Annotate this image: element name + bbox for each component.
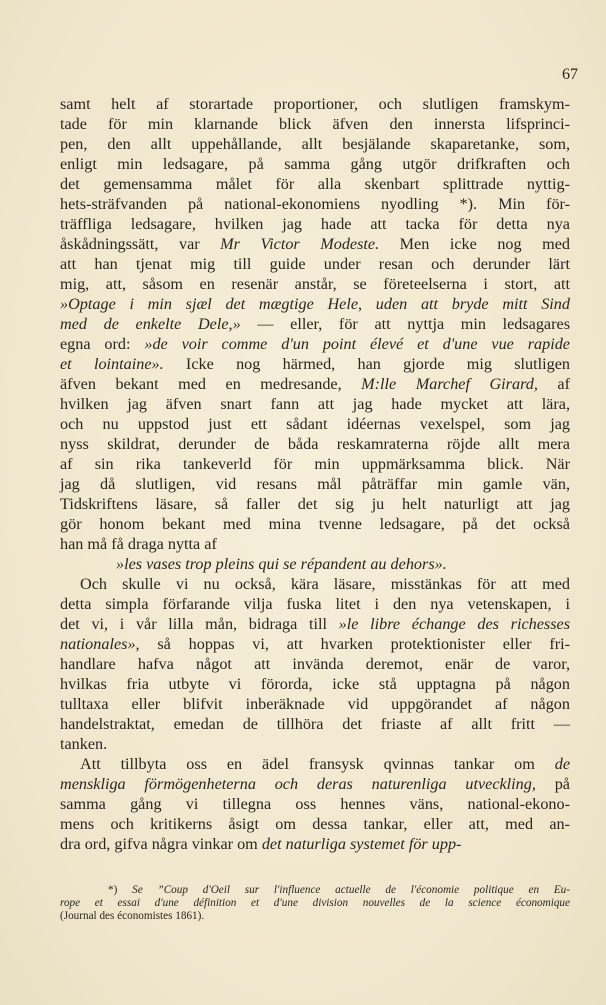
text-segment: egna ord: [60, 335, 145, 353]
text-segment: (Journal des économistes 1861). [60, 910, 205, 922]
text-segment: gör honom bekant med mina tvenne ledsagare, på det också [60, 515, 570, 533]
italic-text: det naturliga systemet för upp- [261, 835, 462, 853]
text-segment: mig, att, såsom en resenär anstår, se företeelserna i stort, att [60, 275, 570, 293]
text-line [60, 234, 570, 254]
text-line [60, 814, 570, 834]
text-line [60, 614, 570, 634]
text-segment: handlare hafva något att invända deremot, enär de varor, [60, 655, 570, 673]
block-quote [60, 554, 570, 574]
text-segment: hets-sträfvanden på national-ekonomiens nyodling *). Min för- [60, 195, 570, 213]
text-line [60, 274, 570, 294]
italic-text: rope et essai d'une définition et d'une division nouvelles de la science économique [60, 897, 570, 909]
text-segment: så hoppas vi, att hvarken protektionister eller fri- [139, 635, 570, 653]
text-segment: det gemensamma målet för alla skenbart splittrade nyttig- [60, 175, 570, 193]
text-segment: samma gång vi tillegna oss hennes väns, national-ekono- [60, 795, 570, 813]
text-line [60, 314, 570, 334]
text-line [60, 394, 570, 414]
footnote [60, 884, 570, 923]
text-segment: Men icke nog med [379, 235, 570, 253]
italic-text: med de enkelte Dele,» [60, 315, 241, 333]
text-line [60, 774, 570, 794]
body-text [60, 94, 570, 854]
text-line [60, 194, 570, 214]
text-line [60, 674, 570, 694]
text-line [60, 114, 570, 134]
text-segment: af sin rika tankeverld för min uppmärksamma blick. När [60, 455, 570, 473]
text-segment: tade för min klarnande blick äfven den innersta lifsprinci- [60, 115, 570, 133]
italic-text: Mr Victor Modeste. [220, 235, 380, 253]
text-line [60, 594, 570, 614]
text-segment: mens och kritikerns åsigt om dessa tankar, eller att, med an- [60, 815, 570, 833]
text-line [60, 254, 570, 274]
paragraph [60, 754, 570, 854]
text-line [60, 414, 570, 434]
text-segment: Och skulle vi nu också, kära läsare, misstänkas för att med [80, 575, 570, 593]
text-line [60, 454, 570, 474]
text-line [60, 174, 570, 194]
text-segment: samt helt af storartade proportioner, och slutligen framskym- [60, 95, 570, 113]
text-segment: åskådningssätt, var [60, 235, 221, 253]
paragraph [60, 94, 570, 554]
italic-text: et lointaine». [60, 355, 164, 373]
text-line [60, 634, 570, 654]
text-segment: att han tjenat mig till guide under resan och derunder lärt [60, 255, 570, 273]
text-line [60, 794, 570, 814]
text-segment: Tidskriftens läsare, så faller det sig ju helt naturligt att jag [60, 495, 570, 513]
text-line [60, 94, 570, 114]
text-line [60, 714, 570, 734]
italic-text: M:lle Marchef Girard, [361, 375, 538, 393]
text-segment: hvilkas fria utbyte vi förorda, icke stå upptagna på någon [60, 675, 570, 693]
text-segment: pen, den allt uppehållande, allt besjälande skaparetanke, som, [60, 135, 570, 153]
text-line [60, 494, 570, 514]
page-number: 67 [562, 66, 578, 83]
text-segment: Icke nog härmed, han gjorde mig slutligen [163, 355, 570, 373]
text-segment: tanken. [60, 735, 108, 753]
italic-text: »les vases trop pleins qui se répandent au dehors». [116, 555, 447, 573]
text-segment: dra ord, gifva några vinkar om [60, 835, 262, 853]
text-line [60, 334, 570, 354]
text-line [60, 754, 570, 774]
text-line [60, 294, 570, 314]
text-segment: jag då slutligen, vid resans mål påträffar min gamle vän, [60, 475, 570, 493]
text-line [60, 154, 570, 174]
text-segment: träffliga ledsagare, hvilken jag hade att tacka för detta nya [60, 215, 570, 233]
text-segment: äfven bekant med en medresande, [60, 375, 362, 393]
text-line [60, 694, 570, 714]
text-segment: han må få draga nytta af [60, 535, 217, 553]
text-line [60, 654, 570, 674]
text-segment: tulltaxa eller blifvit inberäknade vid uppgörandet af någon [60, 695, 570, 713]
italic-text: Se ”Coup d'Oeil sur l'influence actuelle de l'économie politique en Eu- [132, 884, 570, 896]
text-line [60, 134, 570, 154]
text-segment: *) [108, 884, 133, 896]
text-line [60, 574, 570, 594]
text-segment: af [537, 375, 571, 393]
text-line [60, 434, 570, 454]
text-line [60, 214, 570, 234]
text-line [60, 534, 570, 554]
text-segment: Att tillbyta oss en ädel fransysk qvinnas tankar om [80, 755, 555, 773]
paragraph [60, 574, 570, 754]
italic-text: nationales», [60, 635, 140, 653]
italic-text: menskliga förmögenheterna och deras naturenliga utveckling, [60, 775, 536, 793]
text-line [60, 554, 570, 574]
italic-text: »le libre échange des richesses [338, 615, 570, 633]
text-segment: detta simpla förfarande vilja fuska litet i den nya vetenskapen, i [60, 595, 570, 613]
footnote-line [60, 884, 570, 897]
text-segment: på [535, 775, 570, 793]
text-line [60, 514, 570, 534]
italic-text: »de voir comme d'un point élevé et d'une vue rapide [144, 335, 570, 353]
text-segment: enligt min ledsagare, på samma gång utgör drifkraften och [60, 155, 570, 173]
text-line [60, 374, 570, 394]
text-segment: och nu uppstod just ett sådant idéernas vexelspel, som jag [60, 415, 570, 433]
text-segment: det vi, i vår lilla mån, bidraga till [60, 615, 339, 633]
text-segment: — eller, för att nyttja min ledsagares [240, 315, 570, 333]
text-line [60, 354, 570, 374]
footnote-line [60, 897, 570, 910]
footnote-line [60, 910, 570, 923]
italic-text: »Optage i min sjæl det mægtige Hele, uden att bryde mitt Sind [60, 295, 570, 313]
text-segment: handelstraktat, emedan de tillhöra det friaste af allt fritt — [60, 715, 570, 733]
text-line [60, 834, 570, 854]
text-line [60, 734, 570, 754]
text-line [60, 474, 570, 494]
text-segment: nyss skildrat, derunder de båda reskamraterna röjde allt mera [60, 435, 570, 453]
text-segment: hvilken jag äfven snart fann att jag hade mycket att lära, [60, 395, 570, 413]
italic-text: de [554, 755, 570, 773]
